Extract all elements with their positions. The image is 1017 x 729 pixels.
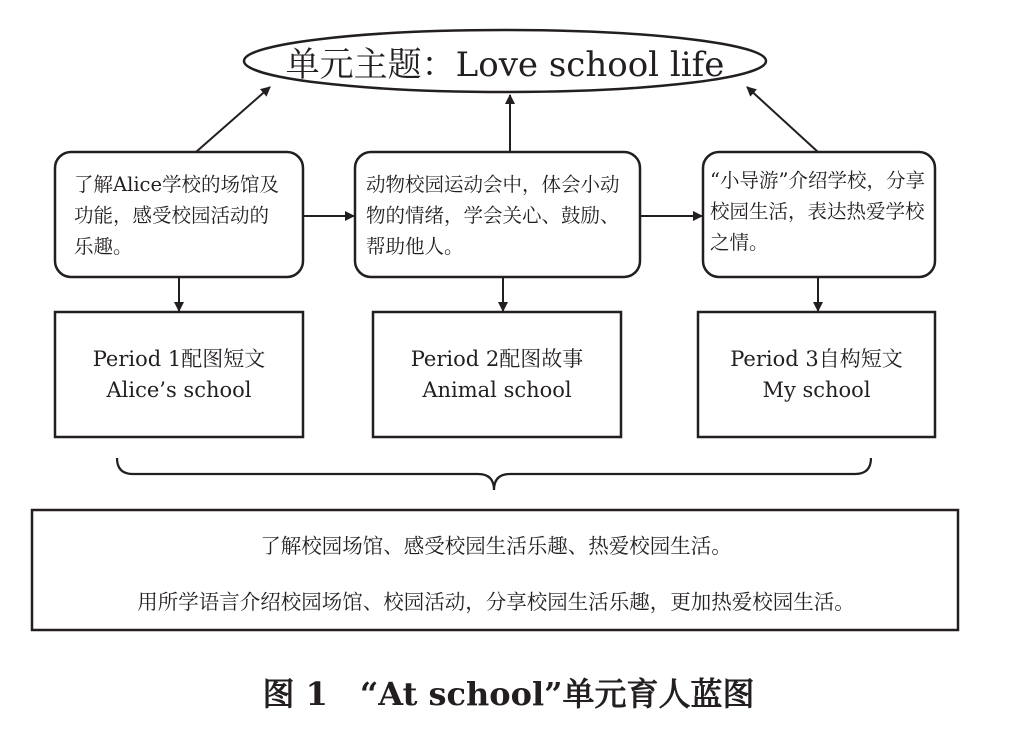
period-3-title: Period 3自构短文 — [730, 346, 903, 371]
period-1-title: Period 1配图短文 — [92, 346, 266, 371]
goal-line-2: 用所学语言介绍校园场馆、校园活动，分享校园生活乐趣，更加热爱校园生活。 — [137, 590, 855, 614]
period-3-subtitle: My school — [762, 377, 871, 402]
content-text-2: 动物校园运动会中，体会小动物的情绪，学会关心、鼓励、帮助他人。 — [366, 173, 620, 258]
unit-theme-label: 单元主题：Love school life — [285, 44, 725, 85]
period-2 — [373, 312, 621, 437]
arrow-box3-to-theme — [747, 87, 818, 152]
curly-brace — [117, 458, 871, 490]
content-text-1: 了解Alice学校的场馆及功能，感受校园活动的乐趣。 — [74, 173, 280, 258]
period-2-title: Period 2配图故事 — [410, 346, 584, 371]
period-2-subtitle: Animal school — [422, 377, 572, 402]
period-3 — [698, 312, 935, 437]
period-1-subtitle: Alice’s school — [106, 377, 252, 402]
figure-caption: 图 1 “At school”单元育人蓝图 — [262, 675, 755, 713]
arrow-box1-to-theme — [196, 87, 270, 152]
content-text-3: “小导游”介绍学校，分享校园生活，表达热爱学校之情。 — [710, 169, 925, 254]
goal-line-1: 了解校园场馆、感受校园生活乐趣、热爱校园生活。 — [260, 534, 732, 558]
period-1 — [55, 312, 303, 437]
